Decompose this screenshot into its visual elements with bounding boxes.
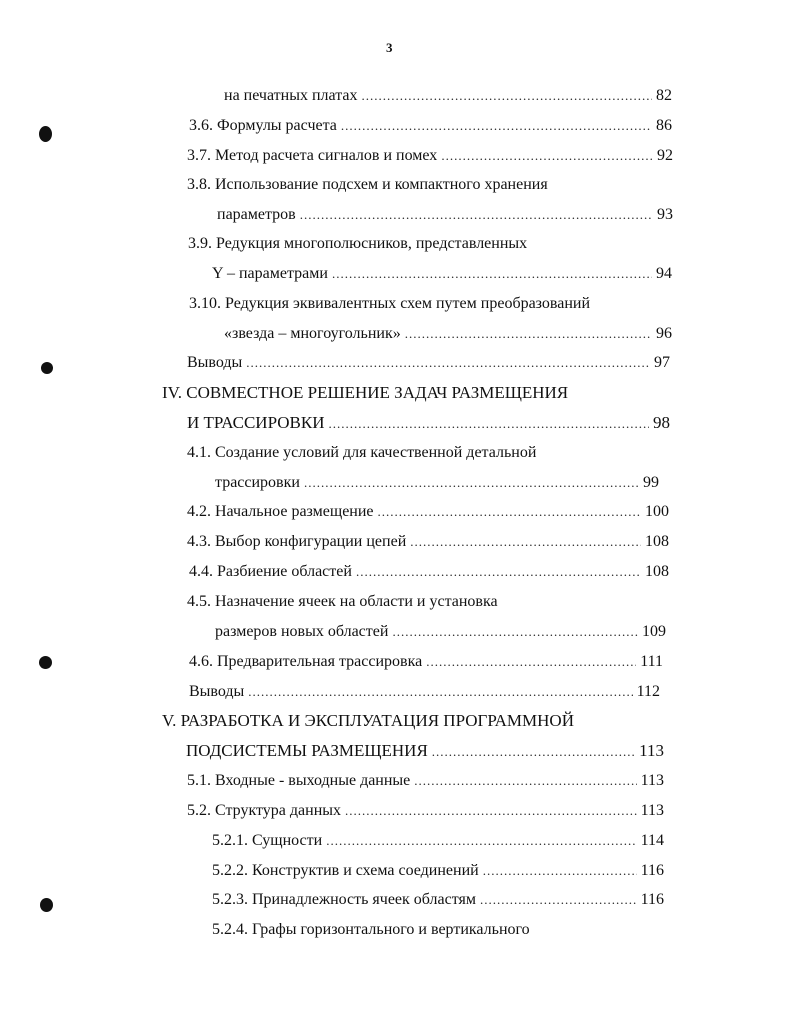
punch-hole-mark	[39, 126, 52, 142]
toc-entry-title: 3.10. Редукция эквивалентных схем путем преобразований	[189, 295, 591, 312]
toc-entry-page: 92	[657, 147, 673, 164]
dot-leader	[392, 620, 638, 644]
dot-leader	[332, 262, 652, 286]
dot-leader	[246, 351, 650, 375]
toc-entry-page: 108	[645, 533, 669, 550]
dot-leader	[326, 829, 636, 853]
toc-chapter-heading	[187, 411, 670, 435]
toc-entry-title: 4.1. Создание условий для качественной детальной	[187, 444, 537, 461]
toc-entry	[217, 203, 673, 227]
toc-entry-title: 3.8. Использование подсхем и компактного хранения	[187, 176, 548, 193]
toc-entry	[187, 441, 536, 465]
toc-entry-title: 5.1. Входные - выходные данные	[187, 772, 411, 789]
toc-entry-title: 4.4. Разбиение областей	[189, 563, 352, 580]
toc-entry-page: 114	[640, 832, 664, 849]
punch-hole-mark	[41, 362, 53, 374]
toc-entry-page: 116	[640, 862, 664, 879]
dot-leader	[441, 144, 653, 168]
toc-entry-page: 111	[640, 653, 663, 670]
toc-entry-page: 113	[640, 772, 664, 789]
toc-entry-page: 96	[656, 325, 672, 342]
toc-entry	[215, 471, 659, 495]
toc-entry-title: 5.2.2. Конструктив и схема соединений	[212, 862, 479, 879]
toc-entry	[212, 829, 664, 853]
toc-entry-title: 4.5. Назначение ячеек на области и установка	[187, 593, 498, 610]
toc-entry-title: 4.3. Выбор конфигурации цепей	[187, 533, 407, 550]
toc-entry-title: трассировки	[215, 474, 300, 491]
toc-entry	[188, 232, 527, 256]
toc-entry-page: 98	[653, 413, 670, 432]
toc-entry-title: «звезда – многоугольник»	[224, 325, 401, 342]
dot-leader	[362, 84, 653, 108]
dot-leader	[410, 530, 641, 554]
toc-entry-title: 5.2.3. Принадлежность ячеек областям	[212, 891, 476, 908]
toc-chapter-heading	[162, 381, 568, 405]
toc-entry	[212, 918, 530, 942]
toc-entry-title: Выводы	[189, 683, 245, 700]
toc-entry-page: 112	[636, 683, 660, 700]
toc-entry	[187, 351, 670, 375]
toc-entry	[189, 292, 590, 316]
dot-leader	[414, 769, 636, 793]
toc-entry-page: 113	[640, 802, 664, 819]
dot-leader	[345, 799, 637, 823]
toc-entry	[212, 888, 664, 912]
dot-leader	[426, 650, 636, 674]
toc-entry-page: 116	[640, 891, 664, 908]
dot-leader	[405, 322, 652, 346]
toc-entry-page: 86	[656, 117, 672, 134]
dot-leader	[480, 888, 637, 912]
toc-entry-title: ПОДСИСТЕМЫ РАЗМЕЩЕНИЯ	[186, 741, 428, 760]
toc-entry-title: 4.6. Предварительная трассировка	[189, 653, 423, 670]
toc-entry-page: 82	[656, 87, 672, 104]
dot-leader	[432, 740, 635, 764]
toc-entry-title: 3.7. Метод расчета сигналов и помех	[187, 147, 438, 164]
toc-entry-title: на печатных платах	[224, 87, 358, 104]
dot-leader	[248, 680, 632, 704]
toc-entry-page: 97	[654, 354, 670, 371]
toc-entry-title: 5.2. Структура данных	[187, 802, 341, 819]
toc-entry	[189, 114, 672, 138]
toc-entry-page: 113	[639, 741, 664, 760]
toc-entry-title: 5.2.1. Сущности	[212, 832, 323, 849]
toc-entry-title: параметров	[217, 206, 296, 223]
toc-entry-title: Выводы	[187, 354, 243, 371]
toc-entry	[187, 173, 548, 197]
dot-leader	[483, 859, 637, 883]
toc-entry-page: 109	[642, 623, 666, 640]
toc-entry-title: 3.6. Формулы расчета	[189, 117, 337, 134]
toc-entry	[224, 84, 672, 108]
toc-entry	[189, 680, 660, 704]
toc-entry	[187, 530, 669, 554]
page-number: 3	[386, 40, 393, 55]
toc-entry	[189, 650, 663, 674]
punch-hole-mark	[40, 898, 53, 912]
toc-entry-title: размеров новых областей	[215, 623, 389, 640]
punch-hole-mark	[39, 656, 52, 669]
toc-chapter-heading	[162, 709, 574, 733]
toc-entry	[187, 769, 664, 793]
toc-entry-page: 108	[645, 563, 669, 580]
toc-chapter-heading	[186, 739, 664, 763]
toc-entry	[187, 590, 498, 614]
toc-entry-title: 3.9. Редукция многополюсников, представленных	[188, 235, 528, 252]
dot-leader	[304, 471, 639, 495]
toc-entry-page: 100	[645, 503, 669, 520]
toc-entry	[212, 859, 664, 883]
dot-leader	[378, 500, 641, 524]
toc-entry	[215, 620, 666, 644]
toc-entry	[187, 144, 673, 168]
toc-entry-title: 5.2.4. Графы горизонтального и вертикального	[212, 921, 530, 938]
toc-entry	[212, 262, 672, 286]
toc-entry	[187, 500, 669, 524]
dot-leader	[341, 114, 652, 138]
toc-entry-title: V. РАЗРАБОТКА И ЭКСПЛУАТАЦИЯ ПРОГРАММНОЙ	[162, 711, 574, 730]
toc-entry	[187, 799, 664, 823]
toc-entry-page: 99	[643, 474, 659, 491]
toc-entry	[224, 322, 672, 346]
dot-leader	[356, 560, 641, 584]
toc-entry-title: И ТРАССИРОВКИ	[187, 413, 325, 432]
toc-entry-page: 94	[656, 265, 672, 282]
toc-entry-title: IV. СОВМЕСТНОЕ РЕШЕНИЕ ЗАДАЧ РАЗМЕЩЕНИЯ	[162, 383, 569, 402]
dot-leader	[328, 412, 649, 436]
toc-entry-title: Y – параметрами	[212, 265, 328, 282]
dot-leader	[300, 203, 653, 227]
toc-entry-page: 93	[657, 206, 673, 223]
toc-entry	[189, 560, 669, 584]
toc-entry-title: 4.2. Начальное размещение	[187, 503, 374, 520]
